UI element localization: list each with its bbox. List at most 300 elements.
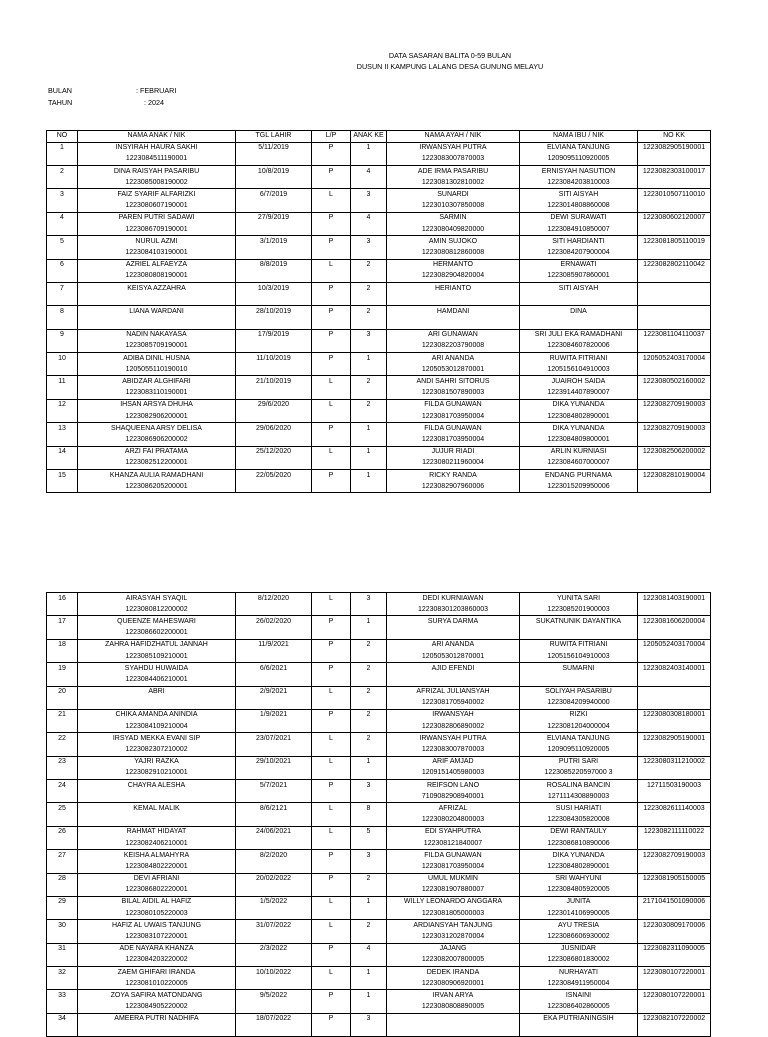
cell-no: 16 [47, 593, 78, 605]
cell-no-kk: 1223082506200002 [638, 446, 711, 458]
cell-tgl-lahir: 1/9/2021 [236, 709, 312, 721]
cell-empty [638, 768, 711, 780]
cell-empty [351, 154, 387, 166]
cell-nik-ayah: 1223081705940002 [387, 698, 520, 710]
document-title: DATA SASARAN BALITA 0-59 BULAN [388, 51, 512, 60]
record-nik-row [47, 201, 711, 213]
record-nik-row [47, 815, 711, 827]
cell-empty [351, 838, 387, 850]
cell-nama-ibu: JUNITA [520, 896, 638, 908]
cell-tgl-lahir: 10/10/2022 [236, 967, 312, 979]
cell-nama-ibu: SRI JULI EKA RAMADHANI [520, 329, 638, 341]
cell-empty [236, 411, 312, 423]
record-nik-row [47, 674, 711, 686]
cell-nik-ibu: 1223086810890006 [520, 838, 638, 850]
cell-empty [312, 341, 351, 353]
cell-no: 24 [47, 780, 78, 792]
cell-nama-anak: KHANZA AULIA RAMADHANI [78, 469, 236, 481]
cell-empty [47, 341, 78, 353]
cell-empty [351, 388, 387, 400]
record-nik-row [47, 604, 711, 616]
cell-no-kk: 1223081403190001 [638, 593, 711, 605]
cell-nik-ibu: 1271114308890003 [520, 791, 638, 803]
cell-tgl-lahir: 24/06/2021 [236, 826, 312, 838]
cell-lp: L [312, 896, 351, 908]
cell-nama-ayah: UMUL MUKMIN [387, 873, 520, 885]
cell-lp: P [312, 469, 351, 481]
cell-no: 30 [47, 920, 78, 932]
cell-tgl-lahir: 23/07/2021 [236, 733, 312, 745]
cell-empty [47, 861, 78, 873]
cell-anak-ke: 1 [351, 756, 387, 768]
record-row [47, 873, 711, 885]
cell-nama-ibu: SOLIYAH PASARIBU [520, 686, 638, 698]
cell-nama-ayah: FILDA GUNAWAN [387, 423, 520, 435]
cell-lp: L [312, 826, 351, 838]
cell-empty [312, 154, 351, 166]
cell-nik-ibu [520, 674, 638, 686]
cell-lp: L [312, 446, 351, 458]
cell-empty [312, 458, 351, 470]
cell-empty [47, 318, 78, 330]
cell-tgl-lahir: 5/7/2021 [236, 780, 312, 792]
cell-tgl-lahir: 28/10/2019 [236, 306, 312, 318]
cell-nama-anak: KEISHA ALMAHYRA [78, 850, 236, 862]
record-row [47, 236, 711, 248]
header-lp: L/P [312, 131, 351, 143]
cell-no: 32 [47, 967, 78, 979]
cell-empty [312, 885, 351, 897]
cell-nama-ibu: DEWI RANTAULY [520, 826, 638, 838]
cell-tgl-lahir: 8/6/2121 [236, 803, 312, 815]
cell-nik-ibu: 1223084607820006 [520, 341, 638, 353]
cell-empty [638, 458, 711, 470]
cell-nama-ibu: SITI AISYAH [520, 189, 638, 201]
cell-nik-ayah: 1223082904820004 [387, 271, 520, 283]
cell-anak-ke: 2 [351, 663, 387, 675]
cell-empty [638, 674, 711, 686]
record-nik-row [47, 978, 711, 990]
cell-nama-anak: RAHMAT HIDAYAT [78, 826, 236, 838]
cell-lp: P [312, 236, 351, 248]
record-row [47, 212, 711, 224]
cell-nik-ayah: 1223081703950004 [387, 411, 520, 423]
cell-anak-ke: 2 [351, 399, 387, 411]
cell-tgl-lahir: 17/9/2019 [236, 329, 312, 341]
cell-anak-ke: 8 [351, 803, 387, 815]
cell-empty [351, 931, 387, 943]
cell-empty [638, 364, 711, 376]
cell-anak-ke: 4 [351, 166, 387, 178]
record-row [47, 943, 711, 955]
cell-empty [47, 838, 78, 850]
cell-lp: L [312, 686, 351, 698]
cell-nik-anak: 1205055110190010 [78, 364, 236, 376]
cell-empty [638, 388, 711, 400]
cell-nama-ayah: ARIF AMJAD [387, 756, 520, 768]
cell-nama-ibu: DIKA YUNANDA [520, 399, 638, 411]
cell-anak-ke: 2 [351, 376, 387, 388]
cell-empty [638, 271, 711, 283]
cell-empty [638, 411, 711, 423]
cell-empty [236, 318, 312, 330]
cell-nama-ayah: AJID EFENDI [387, 663, 520, 675]
cell-nama-ibu: JUAIROH SAIDA [520, 376, 638, 388]
cell-empty [351, 177, 387, 189]
record-row [47, 990, 711, 1002]
cell-nama-ayah: HERMANTO [387, 259, 520, 271]
cell-nama-ayah: AFRIZAL [387, 803, 520, 815]
cell-anak-ke: 2 [351, 282, 387, 294]
cell-nik-ibu [520, 318, 638, 330]
cell-nama-anak: CHIKA AMANDA ANINDIA [78, 709, 236, 721]
cell-no: 13 [47, 423, 78, 435]
cell-nik-anak [78, 791, 236, 803]
cell-empty [47, 201, 78, 213]
record-row [47, 593, 711, 605]
cell-empty [47, 628, 78, 640]
cell-nama-anak: YAJRI RAZKA [78, 756, 236, 768]
cell-lp: P [312, 306, 351, 318]
cell-empty [638, 744, 711, 756]
cell-empty [351, 744, 387, 756]
cell-no-kk: 1223030809170006 [638, 920, 711, 932]
cell-nik-ayah: 1223080211960004 [387, 458, 520, 470]
cell-empty [312, 1002, 351, 1014]
cell-nik-ibu: 1205156104910003 [520, 651, 638, 663]
cell-empty [351, 768, 387, 780]
record-nik-row [47, 318, 711, 330]
cell-no: 5 [47, 236, 78, 248]
cell-nama-ayah: SARMIN [387, 212, 520, 224]
cell-nama-anak: ADIBA DINIL HUSNA [78, 353, 236, 365]
cell-empty [351, 224, 387, 236]
header-nama-ayah: NAMA AYAH / NIK [387, 131, 520, 143]
cell-nama-anak: ZOYA SAFIRA MATONDANG [78, 990, 236, 1002]
cell-empty [236, 154, 312, 166]
cell-no-kk: 1223082303100017 [638, 166, 711, 178]
cell-empty [351, 978, 387, 990]
cell-tgl-lahir: 6/7/2019 [236, 189, 312, 201]
cell-empty [351, 791, 387, 803]
cell-empty [312, 791, 351, 803]
cell-tgl-lahir: 18/07/2022 [236, 1013, 312, 1025]
cell-nik-anak: 1223080808190001 [78, 271, 236, 283]
record-nik-row [47, 154, 711, 166]
cell-nama-ibu: ERNISYAH NASUTION [520, 166, 638, 178]
cell-tgl-lahir: 3/1/2019 [236, 236, 312, 248]
cell-nik-ayah: 1209151405980003 [387, 768, 520, 780]
cell-empty [638, 604, 711, 616]
record-nik-row [47, 388, 711, 400]
cell-nik-ayah: 1223083007870003 [387, 154, 520, 166]
cell-nik-anak: 1223086802220001 [78, 885, 236, 897]
cell-empty [236, 698, 312, 710]
record-nik-row [47, 481, 711, 493]
cell-empty [236, 838, 312, 850]
cell-empty [236, 364, 312, 376]
record-nik-row [47, 861, 711, 873]
balita-table-bottom [46, 592, 711, 1037]
cell-no: 26 [47, 826, 78, 838]
cell-empty [47, 931, 78, 943]
cell-tgl-lahir: 5/11/2019 [236, 142, 312, 154]
cell-nik-ayah: 1223010307850008 [387, 201, 520, 213]
cell-empty [351, 604, 387, 616]
cell-lp: P [312, 142, 351, 154]
cell-no: 4 [47, 212, 78, 224]
cell-nik-ayah [387, 674, 520, 686]
record-row [47, 639, 711, 651]
cell-anak-ke: 3 [351, 1013, 387, 1025]
cell-nik-ibu: 1223015209950006 [520, 481, 638, 493]
cell-anak-ke: 4 [351, 943, 387, 955]
record-nik-row [47, 411, 711, 423]
cell-nik-anak: 1223084802220001 [78, 861, 236, 873]
cell-empty [312, 294, 351, 306]
cell-nik-ibu: 1223085220597000 3 [520, 768, 638, 780]
cell-nik-ibu [520, 294, 638, 306]
cell-empty [638, 931, 711, 943]
cell-lp: P [312, 616, 351, 628]
cell-no-kk: 1223080602120007 [638, 212, 711, 224]
cell-nik-ibu: 1223085907860001 [520, 271, 638, 283]
record-row [47, 142, 711, 154]
cell-nama-ayah: JUJUR RIADI [387, 446, 520, 458]
cell-nik-ibu: 1223084305820008 [520, 815, 638, 827]
cell-nik-ibu: 1223085201900003 [520, 604, 638, 616]
cell-empty [47, 885, 78, 897]
cell-empty [351, 271, 387, 283]
record-row [47, 920, 711, 932]
cell-empty [638, 294, 711, 306]
cell-anak-ke: 3 [351, 189, 387, 201]
cell-empty [236, 908, 312, 920]
cell-no: 23 [47, 756, 78, 768]
cell-lp: P [312, 282, 351, 294]
cell-anak-ke: 5 [351, 826, 387, 838]
record-row [47, 686, 711, 698]
cell-nik-ibu: 1205156104910003 [520, 364, 638, 376]
cell-nik-ayah: 1223080204800003 [387, 815, 520, 827]
cell-nama-ibu: RUWITA FITRIANI [520, 639, 638, 651]
cell-nik-anak: 1223084103190001 [78, 247, 236, 259]
cell-no-kk: 12711503190003 [638, 780, 711, 792]
cell-anak-ke: 1 [351, 990, 387, 1002]
record-row [47, 663, 711, 675]
cell-nik-anak: 1223086906200002 [78, 434, 236, 446]
cell-empty [638, 955, 711, 967]
cell-nama-anak: FAIZ SYARIF ALFARIZKI [78, 189, 236, 201]
cell-empty [312, 411, 351, 423]
cell-empty [638, 721, 711, 733]
cell-anak-ke: 3 [351, 593, 387, 605]
cell-nama-ibu: SUKATNUNIK DAYANTIKA [520, 616, 638, 628]
cell-no-kk: 1223080502160002 [638, 376, 711, 388]
cell-empty [47, 674, 78, 686]
cell-nik-ibu [520, 1025, 638, 1037]
cell-empty [312, 815, 351, 827]
cell-empty [312, 604, 351, 616]
cell-nama-anak: IHSAN ARSYA DHUHA [78, 399, 236, 411]
cell-empty [47, 458, 78, 470]
cell-anak-ke: 4 [351, 212, 387, 224]
cell-nama-ibu: SUSI HARIATI [520, 803, 638, 815]
cell-lp: P [312, 709, 351, 721]
cell-nama-anak: ABRI [78, 686, 236, 698]
cell-empty [638, 838, 711, 850]
cell-empty [351, 908, 387, 920]
cell-nik-ayah: 1205053012870001 [387, 364, 520, 376]
cell-nama-ibu: JUSNIDAR [520, 943, 638, 955]
cell-no-kk [638, 306, 711, 318]
cell-lp: P [312, 780, 351, 792]
cell-nama-anak: AZRIEL ALFAEYZA [78, 259, 236, 271]
cell-nama-anak: ZAHRA HAFIDZHATUL JANNAH [78, 639, 236, 651]
cell-lp: L [312, 189, 351, 201]
cell-nik-ayah: 1223082203790008 [387, 341, 520, 353]
cell-nik-anak: 1223086602200001 [78, 628, 236, 640]
cell-no-kk: 1223081805110019 [638, 236, 711, 248]
cell-no-kk: 1223082311090005 [638, 943, 711, 955]
cell-lp: L [312, 376, 351, 388]
cell-nik-ayah [387, 318, 520, 330]
cell-no: 34 [47, 1013, 78, 1025]
cell-nik-ibu: 1223084911950004 [520, 978, 638, 990]
cell-empty [47, 768, 78, 780]
cell-nama-ayah: ARI ANANDA [387, 353, 520, 365]
cell-empty [312, 1025, 351, 1037]
cell-anak-ke: 3 [351, 780, 387, 792]
header-nama-ibu: NAMA IBU / NIK [520, 131, 638, 143]
cell-nama-anak: SYAHDU HUWAIDA [78, 663, 236, 675]
cell-nik-ayah: 122308301203860003 [387, 604, 520, 616]
cell-empty [638, 318, 711, 330]
cell-nama-ayah: AFRIZAL JULIANSYAH [387, 686, 520, 698]
cell-empty [236, 978, 312, 990]
cell-empty [312, 768, 351, 780]
cell-lp: P [312, 639, 351, 651]
cell-empty [47, 411, 78, 423]
cell-empty [638, 481, 711, 493]
cell-empty [638, 247, 711, 259]
cell-empty [312, 861, 351, 873]
cell-nama-ayah: IRVAN ARYA [387, 990, 520, 1002]
cell-nama-ibu: YUNITA SARI [520, 593, 638, 605]
cell-empty [236, 177, 312, 189]
cell-empty [638, 341, 711, 353]
cell-lp: P [312, 329, 351, 341]
cell-nik-anak: 1223084406210001 [78, 674, 236, 686]
record-nik-row [47, 628, 711, 640]
cell-empty [312, 674, 351, 686]
cell-anak-ke: 1 [351, 616, 387, 628]
cell-nik-ayah: 1223080812860008 [387, 247, 520, 259]
cell-no: 14 [47, 446, 78, 458]
cell-empty [312, 931, 351, 943]
cell-empty [47, 247, 78, 259]
record-row [47, 850, 711, 862]
cell-no: 10 [47, 353, 78, 365]
cell-lp: L [312, 920, 351, 932]
record-nik-row [47, 885, 711, 897]
cell-empty [351, 434, 387, 446]
cell-nama-ayah: ARI ANANDA [387, 639, 520, 651]
cell-nik-ibu [520, 628, 638, 640]
cell-no-kk: 1223082810190004 [638, 469, 711, 481]
cell-nik-ibu: 1223086801830002 [520, 955, 638, 967]
cell-anak-ke: 3 [351, 329, 387, 341]
cell-nik-ayah: 1223082907960006 [387, 481, 520, 493]
cell-nik-ayah: 1223080808890005 [387, 1002, 520, 1014]
cell-empty [351, 1025, 387, 1037]
cell-empty [312, 955, 351, 967]
cell-no-kk: 2171041501090006 [638, 896, 711, 908]
cell-nik-anak [78, 1025, 236, 1037]
record-nik-row [47, 271, 711, 283]
tahun-value: : 2024 [144, 98, 164, 107]
cell-nama-ibu: ENDANG PURNAMA [520, 469, 638, 481]
cell-empty [47, 177, 78, 189]
cell-empty [47, 744, 78, 756]
cell-nik-anak [78, 294, 236, 306]
cell-no-kk: 1223080107220001 [638, 967, 711, 979]
cell-no: 31 [47, 943, 78, 955]
cell-tgl-lahir: 29/6/2020 [236, 399, 312, 411]
cell-empty [236, 201, 312, 213]
cell-tgl-lahir: 10/3/2019 [236, 282, 312, 294]
cell-no: 9 [47, 329, 78, 341]
cell-empty [47, 271, 78, 283]
record-row [47, 469, 711, 481]
cell-empty [351, 364, 387, 376]
cell-anak-ke: 1 [351, 967, 387, 979]
cell-nama-ibu: EKA PUTRIANINGSIH [520, 1013, 638, 1025]
cell-nama-ibu: NURHAYATI [520, 967, 638, 979]
cell-empty [236, 651, 312, 663]
record-row [47, 329, 711, 341]
cell-nama-ayah: EDI SYAHPUTRA [387, 826, 520, 838]
cell-no: 15 [47, 469, 78, 481]
record-row [47, 967, 711, 979]
cell-lp: P [312, 423, 351, 435]
cell-nama-ayah: IRWANSYAH PUTRA [387, 733, 520, 745]
cell-empty [312, 838, 351, 850]
record-row [47, 1013, 711, 1025]
cell-tgl-lahir: 9/5/2022 [236, 990, 312, 1002]
record-nik-row [47, 838, 711, 850]
cell-empty [47, 604, 78, 616]
record-nik-row [47, 341, 711, 353]
cell-nik-ibu: 1223084207900004 [520, 247, 638, 259]
cell-nik-ayah: 7109082908940001 [387, 791, 520, 803]
cell-anak-ke: 2 [351, 920, 387, 932]
cell-nik-anak: 1223084203220002 [78, 955, 236, 967]
cell-empty [312, 201, 351, 213]
cell-tgl-lahir: 8/8/2019 [236, 259, 312, 271]
cell-empty [236, 271, 312, 283]
cell-nama-anak: ABIDZAR ALGHIFARI [78, 376, 236, 388]
record-nik-row [47, 1025, 711, 1037]
cell-nama-ayah: DEDI KURNIAWAN [387, 593, 520, 605]
cell-no: 27 [47, 850, 78, 862]
record-nik-row [47, 224, 711, 236]
cell-empty [312, 978, 351, 990]
cell-nik-ibu: 1223086402860005 [520, 1002, 638, 1014]
cell-nik-ibu: 1223084209940000 [520, 698, 638, 710]
cell-nama-ayah: SURYA DARMA [387, 616, 520, 628]
cell-lp: P [312, 990, 351, 1002]
